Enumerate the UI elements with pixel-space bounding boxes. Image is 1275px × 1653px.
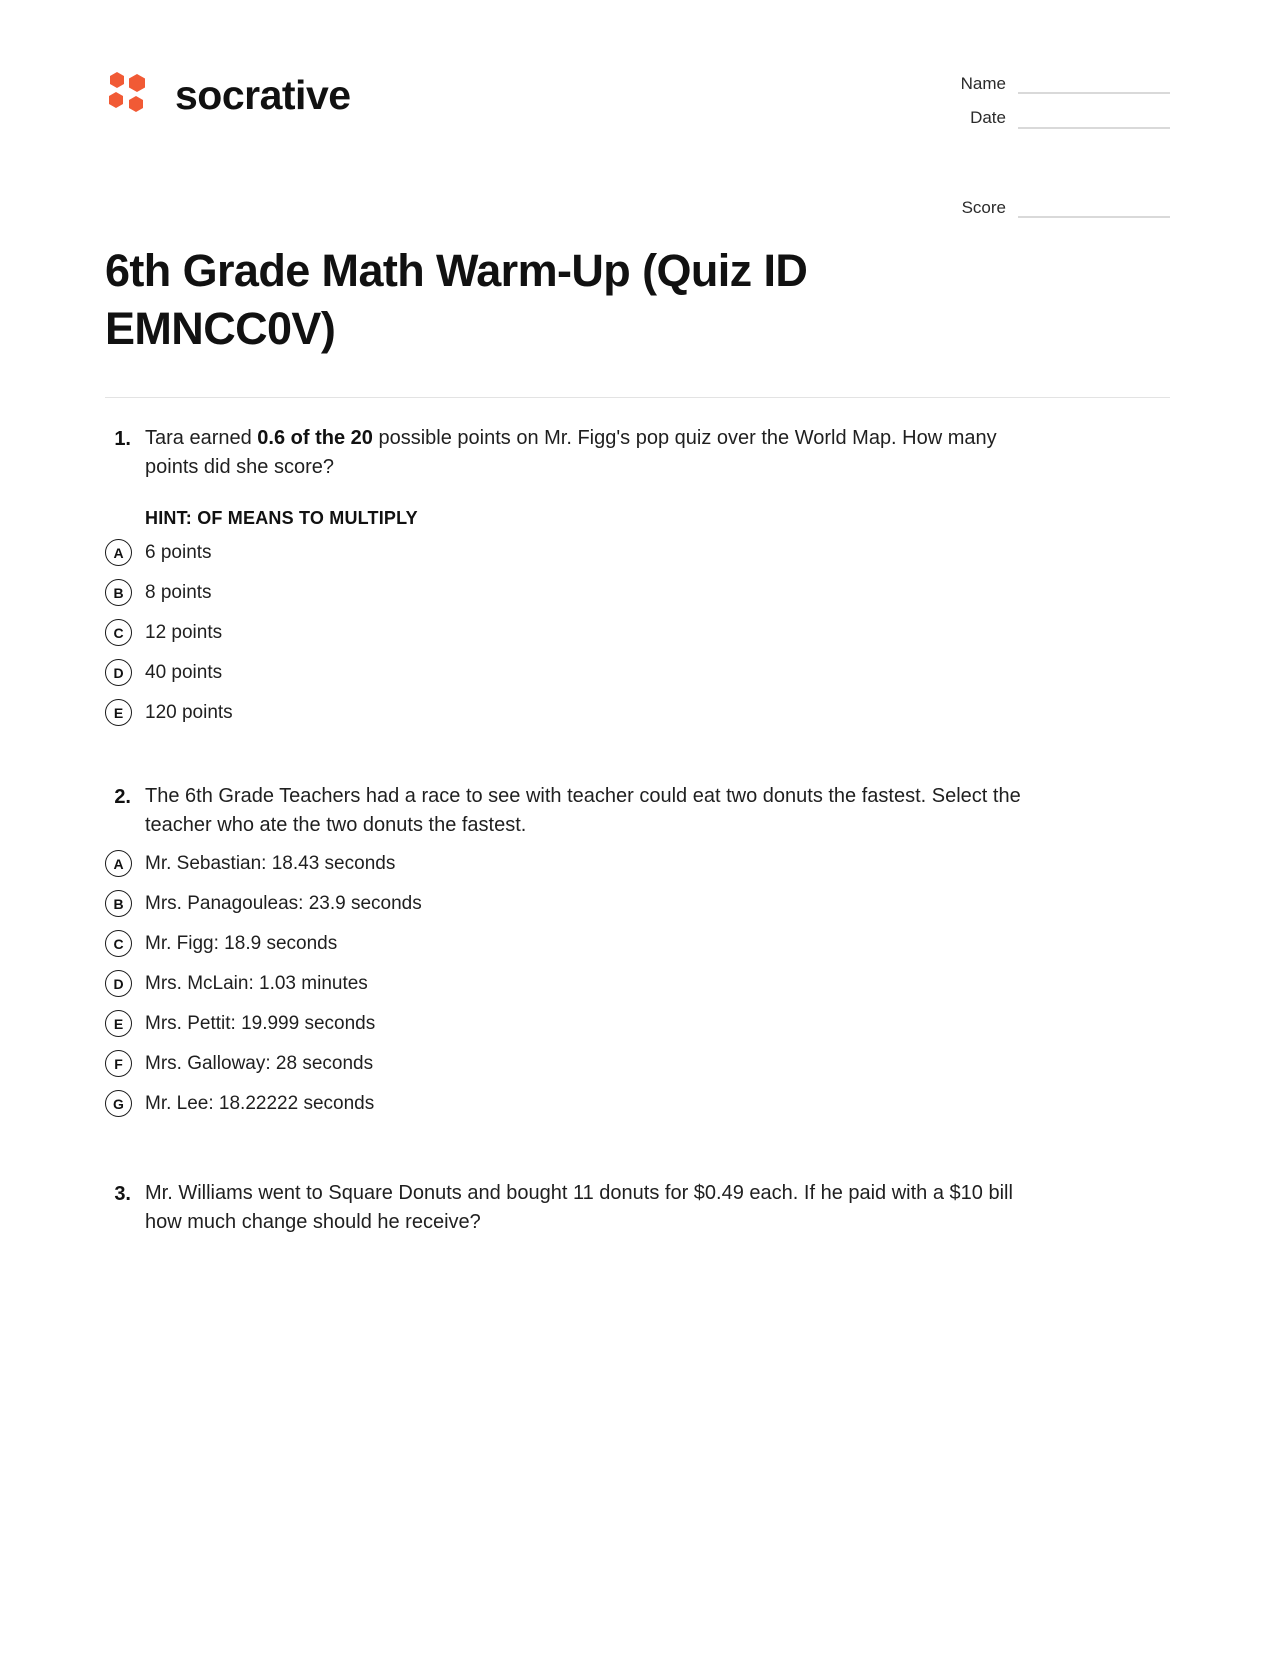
question-1-number: 1. (114, 428, 131, 451)
choice-label: 120 points (145, 702, 233, 724)
question-1-choices (105, 539, 1170, 726)
choice-label: 6 points (145, 542, 212, 564)
choice-option[interactable] (105, 699, 1170, 726)
choice-bubble[interactable]: B (105, 890, 132, 917)
brand-name: socrative (175, 71, 351, 118)
question-3 (105, 1179, 1170, 1237)
question-3-text: Mr. Williams went to Square Donuts and bought 11 donuts for $0.49 each. If he paid with a $10 bill how much change should he receive? (145, 1182, 1013, 1234)
choice-option[interactable] (105, 659, 1170, 686)
choice-label: Mrs. Pettit: 19.999 seconds (145, 1013, 376, 1035)
question-2-text: The 6th Grade Teachers had a race to see with teacher could eat two donuts the fastest. Select the teacher who ate the two donuts the fastest. (145, 785, 1021, 837)
choice-label: Mr. Sebastian: 18.43 seconds (145, 853, 396, 875)
date-write-line[interactable] (1018, 109, 1170, 129)
choice-bubble[interactable]: C (105, 619, 132, 646)
socrative-logo (105, 68, 351, 122)
questions-list (0, 398, 1275, 1237)
choice-label: Mr. Figg: 18.9 seconds (145, 933, 338, 955)
page-title: 6th Grade Math Warm-Up (Quiz ID EMNCC0V) (105, 245, 808, 354)
question-2-number: 2. (114, 786, 131, 809)
choice-option[interactable] (105, 1090, 1170, 1117)
score-field-row (925, 198, 1170, 218)
score-label: Score (961, 197, 1006, 217)
question-2-head (105, 782, 1170, 840)
question-1 (105, 424, 1170, 726)
question-3-head (105, 1179, 1170, 1237)
choice-label: Mrs. McLain: 1.03 minutes (145, 973, 368, 995)
question-1-text (145, 424, 1030, 482)
choice-option[interactable] (105, 930, 1170, 957)
choice-option[interactable] (105, 850, 1170, 877)
question-1-hint: HINT: OF MEANS TO MULTIPLY (145, 508, 418, 529)
choice-bubble[interactable]: D (105, 659, 132, 686)
choice-label: Mr. Lee: 18.22222 seconds (145, 1093, 375, 1115)
name-field-row (925, 74, 1170, 94)
question-3-number: 3. (114, 1183, 131, 1206)
choice-label: 8 points (145, 582, 212, 604)
score-write-line[interactable] (1018, 198, 1170, 218)
choice-bubble[interactable]: F (105, 1050, 132, 1077)
choice-bubble[interactable]: C (105, 930, 132, 957)
choice-option[interactable] (105, 1050, 1170, 1077)
choice-label: 12 points (145, 622, 223, 644)
choice-option[interactable] (105, 539, 1170, 566)
choice-label: Mrs. Panagouleas: 23.9 seconds (145, 893, 422, 915)
choice-option[interactable] (105, 970, 1170, 997)
choice-option[interactable] (105, 619, 1170, 646)
hexagon-cluster-icon (105, 68, 159, 122)
name-label: Name (960, 74, 1006, 93)
choice-bubble[interactable]: A (105, 850, 132, 877)
title-block (0, 232, 1275, 357)
student-meta-fields (925, 74, 1170, 232)
question-2 (105, 782, 1170, 1117)
name-write-line[interactable] (1018, 74, 1170, 94)
question-1-text-bold: 0.6 of the 20 (257, 427, 373, 450)
date-field-row (925, 108, 1170, 128)
choice-bubble[interactable]: A (105, 539, 132, 566)
question-1-text-after: possible points on Mr. Figg's pop quiz over the World Map. How many points did she score? (145, 427, 997, 479)
choice-label: Mrs. Galloway: 28 seconds (145, 1053, 374, 1075)
choice-bubble[interactable]: E (105, 699, 132, 726)
choice-bubble[interactable]: B (105, 579, 132, 606)
choice-option[interactable] (105, 890, 1170, 917)
choice-bubble[interactable]: D (105, 970, 132, 997)
page-header (0, 0, 1275, 232)
choice-option[interactable] (105, 1010, 1170, 1037)
choice-label: 40 points (145, 662, 223, 684)
choice-bubble[interactable]: E (105, 1010, 132, 1037)
choice-bubble[interactable]: G (105, 1090, 132, 1117)
date-label: Date (970, 108, 1006, 128)
question-1-head (105, 424, 1170, 482)
choice-option[interactable] (105, 579, 1170, 606)
question-2-choices (105, 850, 1170, 1117)
question-1-text-before: Tara earned (145, 427, 258, 450)
